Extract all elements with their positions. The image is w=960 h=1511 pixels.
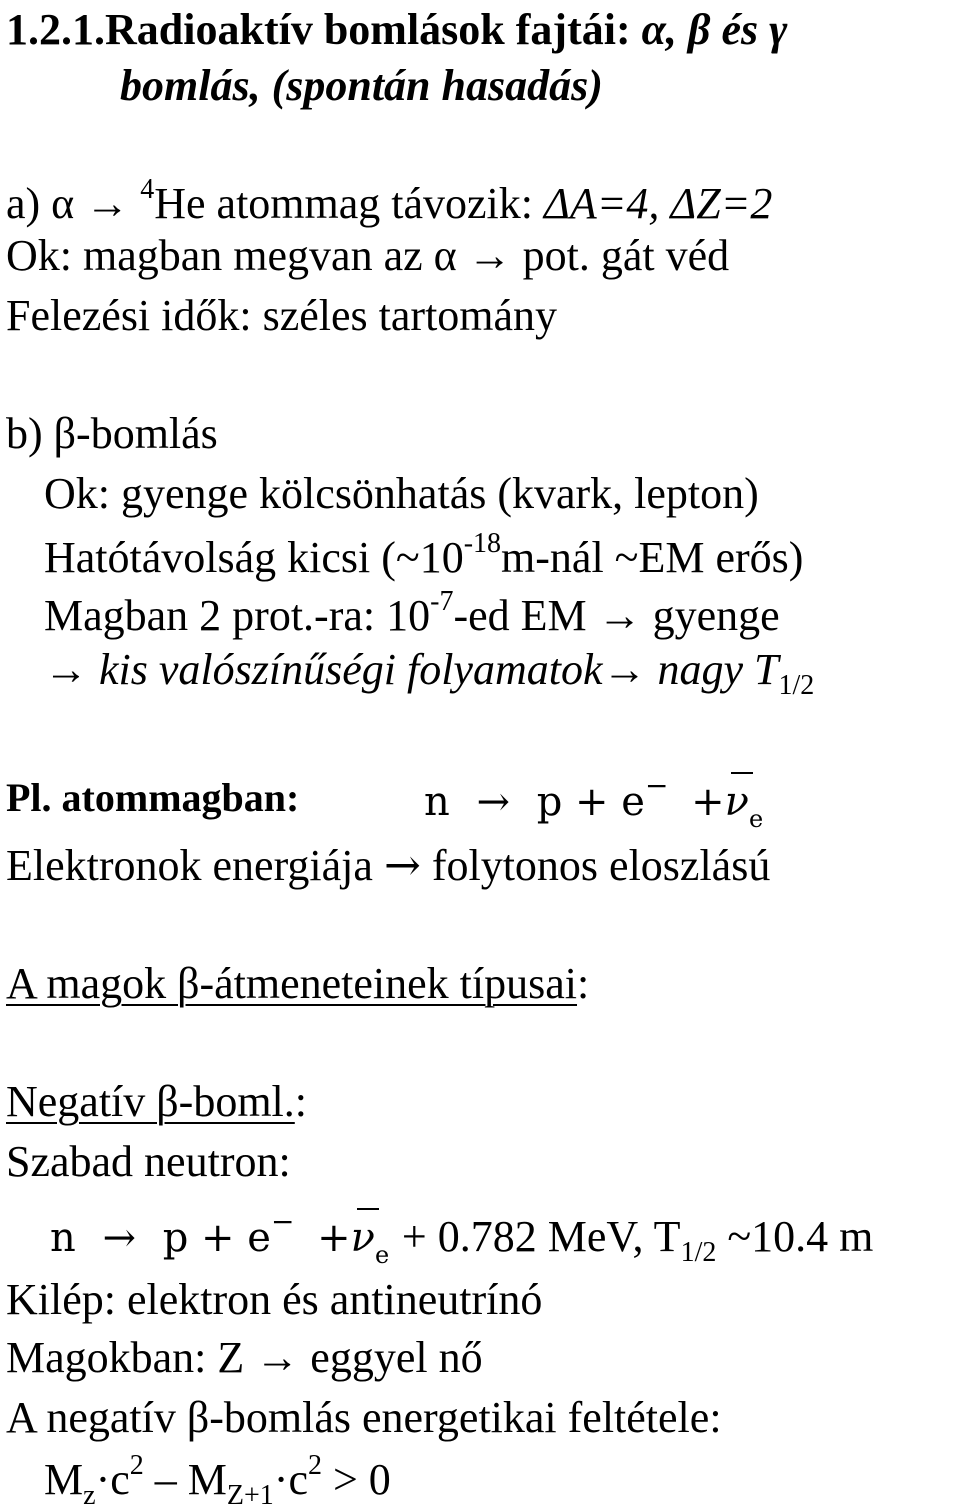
types-heading (6, 959, 590, 1008)
energy-line (6, 840, 771, 891)
eq-electron-charge: − (644, 769, 669, 802)
nuclei-line: Magokban: Z → eggyel nő (6, 1333, 483, 1382)
energy-arrow-icon: → (383, 840, 421, 891)
example-equation (424, 769, 764, 833)
formula-dot-1: · (95, 1455, 111, 1504)
neq-electron-charge: − (270, 1205, 295, 1238)
section-title-text: Radioaktív bomlások fajtái: (105, 5, 631, 54)
neutron-decay-line (50, 1205, 874, 1269)
eq-antineutrino: ν (724, 779, 749, 825)
types-heading-text: A magok β-átmeneteinek típusai (6, 959, 578, 1008)
eq-neutron: n (424, 779, 450, 825)
energy-prefix: Elektronok energiája (6, 841, 384, 890)
neq-antineutrino-sub: e (374, 1241, 390, 1269)
neutron-equation (50, 1205, 402, 1269)
free-neutron-label: Szabad neutron: (6, 1137, 291, 1186)
beta-heading: b) β-bomlás (6, 409, 218, 458)
neq-antineutrino: ν (350, 1215, 375, 1261)
formula-sub-z1: Z+1 (226, 1480, 274, 1511)
formula-c2: c (288, 1455, 308, 1504)
beta-prob-half: 1/2 (778, 670, 815, 701)
beta-prob-arrow: → (44, 645, 99, 694)
beta-probability (44, 645, 815, 701)
neq-proton: p (162, 1215, 189, 1261)
formula-gt-zero: > 0 (321, 1455, 391, 1504)
energy-condition-formula (44, 1452, 391, 1510)
beta-nucleus-prefix: Magban 2 prot.-ra: 10 (44, 591, 431, 640)
alpha-line-3: Felezési idők: széles tartomány (6, 291, 558, 340)
neq-arrow-icon: → (102, 1215, 136, 1261)
negative-heading-text: Negatív β-boml. (6, 1077, 295, 1126)
beta-nucleus-suffix: -ed EM → gyenge (453, 591, 780, 640)
energy-suffix: folytonos eloszlású (420, 841, 771, 890)
neq-plus-2: + (317, 1215, 351, 1261)
beta-nucleus (44, 588, 780, 638)
formula-minus-M2: – M (143, 1455, 227, 1504)
eq-plus-2: + (691, 779, 725, 825)
section-number: 1.2.1. (6, 5, 105, 54)
negative-heading (6, 1077, 308, 1126)
eq-arrow-icon: → (476, 779, 510, 825)
formula-dot-2: · (273, 1455, 289, 1504)
example-label: Pl. atommagban: (6, 775, 300, 820)
neutron-half-sub: 1/2 (680, 1237, 717, 1268)
condition-line: A negatív β-bomlás energetikai feltétele: (6, 1393, 722, 1442)
alpha-line-1 (6, 176, 772, 226)
formula-M1: M (44, 1455, 84, 1504)
alpha-text: He atommag távozik: (154, 179, 545, 228)
formula-sub-z: z (83, 1480, 96, 1511)
section-title-greek: α, β és γ (630, 5, 788, 54)
beta-range-exponent: -18 (463, 528, 502, 559)
neutron-energy: + 0.782 MeV, T (401, 1212, 681, 1261)
alpha-prefix: a) α → (6, 179, 141, 228)
section-title-line2: bomlás, (spontán hasadás) (120, 61, 603, 110)
eq-plus-1: + (575, 779, 609, 825)
types-heading-colon: : (577, 959, 590, 1008)
neq-electron: e (247, 1215, 271, 1261)
beta-range-prefix: Hatótávolság kicsi (~10 (44, 533, 464, 582)
formula-sup-1: 2 (129, 1450, 144, 1481)
alpha-delta: ΔA=4, ΔZ=2 (544, 179, 773, 228)
neq-neutron: n (50, 1215, 76, 1261)
eq-electron: e (621, 779, 645, 825)
alpha-line-2: Ok: magban megvan az α → pot. gát véd (6, 231, 730, 280)
negative-heading-colon: : (294, 1077, 308, 1126)
formula-sup-2: 2 (307, 1450, 322, 1481)
formula-c1: c (110, 1455, 130, 1504)
beta-prob-text: kis valószínűségi folyamatok→ nagy T (99, 645, 779, 694)
beta-reason: Ok: gyenge kölcsönhatás (kvark, lepton) (44, 469, 759, 518)
neutron-half-life: ~10.4 m (716, 1212, 874, 1261)
beta-range (44, 530, 803, 580)
eq-antineutrino-sub: e (748, 805, 764, 833)
beta-nucleus-exponent: -7 (430, 586, 454, 617)
beta-range-suffix: m-nál ~EM erős) (501, 533, 804, 582)
neq-plus-1: + (201, 1215, 235, 1261)
exit-line: Kilép: elektron és antineutrínó (6, 1275, 543, 1324)
section-title (6, 5, 788, 54)
eq-proton: p (536, 779, 563, 825)
alpha-mass-number: 4 (140, 174, 155, 205)
